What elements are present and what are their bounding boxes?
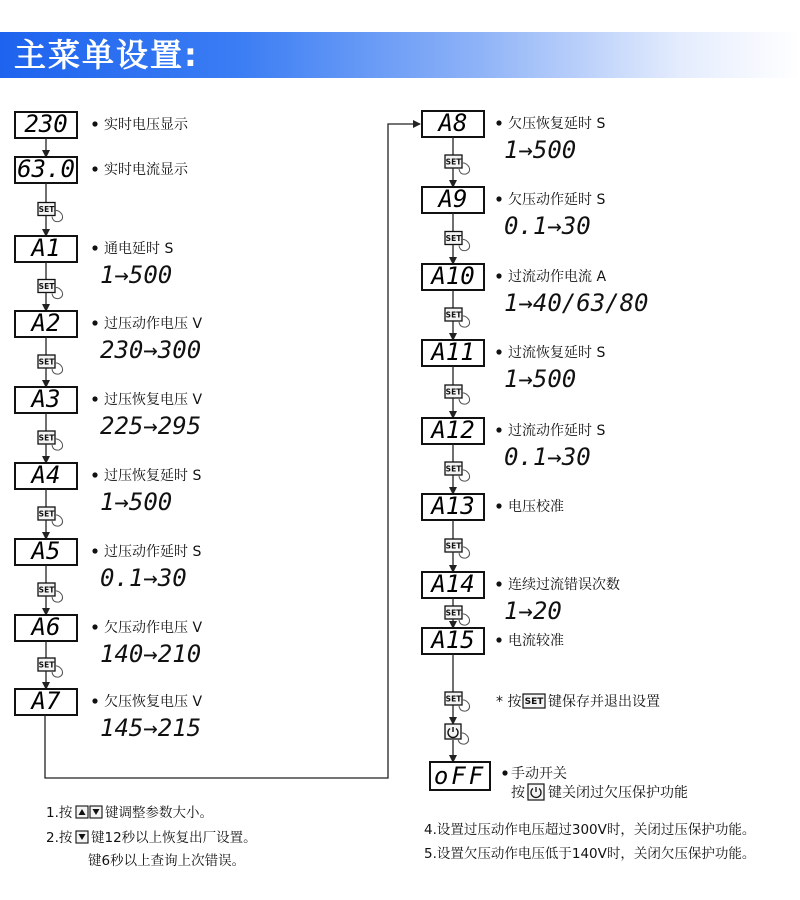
item-description: 欠压恢复电压 V	[104, 694, 203, 710]
item-description: 欠压恢复延时 S	[508, 116, 606, 132]
left-item-3-text	[92, 315, 202, 364]
note-prefix: 1.按	[46, 805, 73, 821]
lcd-value: A15	[431, 626, 475, 654]
left-display-8	[15, 687, 77, 715]
bullet-dot	[92, 396, 97, 401]
set-key-label: SET	[445, 234, 462, 243]
left-display-0	[15, 110, 77, 138]
note-left-3	[88, 852, 245, 869]
item-description: 过流动作延时 S	[508, 423, 606, 439]
bullet-dot	[496, 349, 501, 354]
item-range: 0.1→30	[504, 443, 591, 471]
left-display-2	[15, 234, 77, 262]
right-display-6	[422, 570, 484, 598]
off-display	[430, 762, 490, 790]
lcd-value: A9	[438, 185, 468, 213]
right-display-0	[422, 109, 484, 137]
note-left-2	[46, 829, 257, 846]
bullet-dot	[92, 698, 97, 703]
lcd-value: A13	[431, 492, 475, 520]
left-item-1-text	[92, 161, 189, 178]
item-description: 实时电压显示	[104, 117, 188, 133]
item-range: 0.1→30	[504, 212, 591, 240]
left-display-6	[15, 537, 77, 565]
bullet-dot	[502, 770, 507, 775]
lcd-value: A10	[431, 262, 475, 290]
bullet-dot	[92, 320, 97, 325]
item-description: 过压恢复延时 S	[104, 468, 202, 484]
lcd-value: A14	[431, 570, 475, 598]
off-description	[502, 765, 688, 801]
note-suffix: 键12秒以上恢复出厂设置。	[91, 830, 257, 846]
left-set-button-6[interactable]	[38, 583, 63, 602]
left-item-4-text	[92, 391, 202, 440]
item-description: 过压动作延时 S	[104, 544, 202, 560]
left-item-2-text	[92, 240, 173, 289]
right-set-button-2[interactable]	[445, 308, 470, 327]
right-set-button-5[interactable]	[445, 539, 470, 558]
bullet-dot	[92, 548, 97, 553]
bullet-dot	[92, 166, 97, 171]
item-range: 230→300	[100, 336, 202, 364]
item-range: 1→500	[504, 365, 577, 393]
set-key-label: SET	[445, 310, 462, 320]
right-item-4-text	[496, 422, 605, 471]
item-description: 连续过流错误次数	[508, 577, 620, 593]
item-description: 过压动作电压 V	[104, 316, 203, 332]
lcd-value: A7	[31, 687, 61, 715]
save-note-suffix: 键保存并退出设置	[548, 694, 660, 710]
off-line2-prefix: 按	[511, 785, 525, 801]
set-key-label: SET	[445, 387, 462, 397]
set-key-label: SET	[445, 608, 462, 618]
right-item-3-text	[496, 344, 605, 393]
item-range: 1→500	[504, 136, 577, 164]
right-set-button-4[interactable]	[445, 462, 470, 481]
save-set-button[interactable]	[445, 692, 470, 711]
set-key-label: SET	[38, 282, 55, 291]
right-set-button-6[interactable]	[445, 606, 470, 625]
set-key-label: SET	[445, 157, 462, 167]
lcd-value: A3	[31, 385, 61, 413]
lcd-value: oFF	[433, 762, 487, 790]
note-suffix: 键调整参数大小。	[105, 805, 213, 821]
lcd-value: A1	[31, 234, 61, 262]
bullet-dot	[496, 427, 501, 432]
lcd-value: 63.0	[17, 155, 75, 183]
set-key-label: SET	[445, 541, 462, 551]
lcd-value: A2	[31, 309, 61, 337]
left-item-8-text	[92, 693, 202, 742]
right-item-0-text	[496, 115, 605, 164]
right-item-2-text	[496, 268, 648, 317]
right-display-2	[422, 262, 484, 290]
item-description: 电流较准	[508, 633, 564, 649]
lcd-value: 230	[24, 110, 68, 138]
set-key-label: SET	[38, 585, 55, 595]
item-description: 过压恢复电压 V	[104, 392, 203, 408]
set-key-label: SET	[38, 509, 55, 519]
bullet-dot	[92, 245, 97, 250]
lcd-value: A4	[31, 461, 61, 489]
bullet-dot	[496, 503, 501, 508]
item-description: 过流动作电流 A	[508, 269, 607, 285]
off-line2-suffix: 键关闭过欠压保护功能	[548, 785, 688, 801]
right-set-button-1[interactable]	[445, 232, 470, 251]
right-item-6-text	[496, 576, 620, 625]
right-item-1-text	[496, 191, 605, 240]
power-button[interactable]	[445, 724, 469, 744]
save-note	[496, 693, 660, 710]
lcd-value: A11	[431, 338, 475, 366]
item-range: 1→40/63/80	[504, 289, 649, 317]
right-display-7	[422, 626, 484, 654]
right-item-5-text	[496, 498, 564, 515]
item-description: 电压校准	[508, 499, 564, 515]
note-suffix: 键6秒以上查询上次错误。	[88, 853, 246, 869]
left-item-5-text	[92, 467, 201, 516]
bullet-dot	[496, 273, 501, 278]
right-set-button-3[interactable]	[445, 385, 470, 404]
left-item-6-text	[92, 543, 201, 592]
left-display-4	[15, 385, 77, 413]
note-prefix: 2.按	[46, 830, 73, 846]
page-title: 主菜单设置:	[14, 36, 199, 74]
bullet-dot	[496, 637, 501, 642]
left-display-7	[15, 613, 77, 641]
right-display-4	[422, 416, 484, 444]
set-key-label: SET	[38, 357, 55, 367]
left-set-button-3[interactable]	[38, 355, 63, 374]
note-left-1	[46, 804, 213, 821]
item-range: 140→210	[100, 640, 202, 668]
off-line1: 手动开关	[511, 766, 567, 782]
bullet-dot	[496, 196, 501, 201]
bullet-dot	[92, 121, 97, 126]
right-display-1	[422, 185, 484, 213]
save-note-prefix: * 按	[496, 694, 522, 710]
bullet-dot	[92, 472, 97, 477]
left-set-button-2[interactable]	[38, 280, 63, 299]
item-description: 实时电流显示	[104, 162, 188, 178]
left-set-button-5[interactable]	[38, 507, 63, 526]
set-key-label: SET	[445, 464, 462, 474]
lcd-value: A6	[31, 613, 61, 641]
bullet-dot	[496, 581, 501, 586]
item-range: 0.1→30	[100, 564, 187, 592]
column-connector	[45, 124, 420, 778]
bullet-dot	[496, 120, 501, 125]
note-right-2: 5.设置欠压动作电压低于140V时，关闭欠压保护功能。	[424, 846, 756, 862]
note-right-1: 4.设置过压动作电压超过300V时，关闭过压保护功能。	[424, 822, 756, 838]
right-display-3	[422, 338, 484, 366]
right-display-5	[422, 492, 484, 520]
set-key-label: SET	[38, 433, 55, 443]
lcd-value: A5	[31, 537, 61, 565]
set-key-label: SET	[38, 660, 55, 670]
left-display-3	[15, 309, 77, 337]
inline-set-label: SET	[524, 697, 544, 707]
set-key-label: SET	[38, 205, 55, 214]
left-set-button-1[interactable]	[38, 203, 63, 222]
right-item-7-text	[496, 632, 564, 649]
right-set-button-0[interactable]	[445, 155, 470, 174]
item-range: 1→500	[100, 261, 173, 289]
item-range: 1→20	[504, 597, 562, 625]
item-description: 通电延时 S	[104, 241, 174, 257]
left-set-button-7[interactable]	[38, 658, 63, 677]
item-description: 过流恢复延时 S	[508, 345, 606, 361]
left-set-button-4[interactable]	[38, 431, 63, 450]
item-range: 1→500	[100, 488, 173, 516]
left-display-1	[15, 155, 77, 183]
item-range: 225→295	[100, 412, 202, 440]
left-item-7-text	[92, 619, 202, 668]
item-description: 欠压动作电压 V	[104, 620, 203, 636]
item-description: 欠压动作延时 S	[508, 192, 606, 208]
item-range: 145→215	[100, 714, 202, 742]
lcd-value: A8	[438, 109, 468, 137]
left-item-0-text	[92, 116, 189, 133]
bullet-dot	[92, 624, 97, 629]
lcd-value: A12	[431, 416, 475, 444]
left-display-5	[15, 461, 77, 489]
set-key-label: SET	[445, 694, 462, 704]
